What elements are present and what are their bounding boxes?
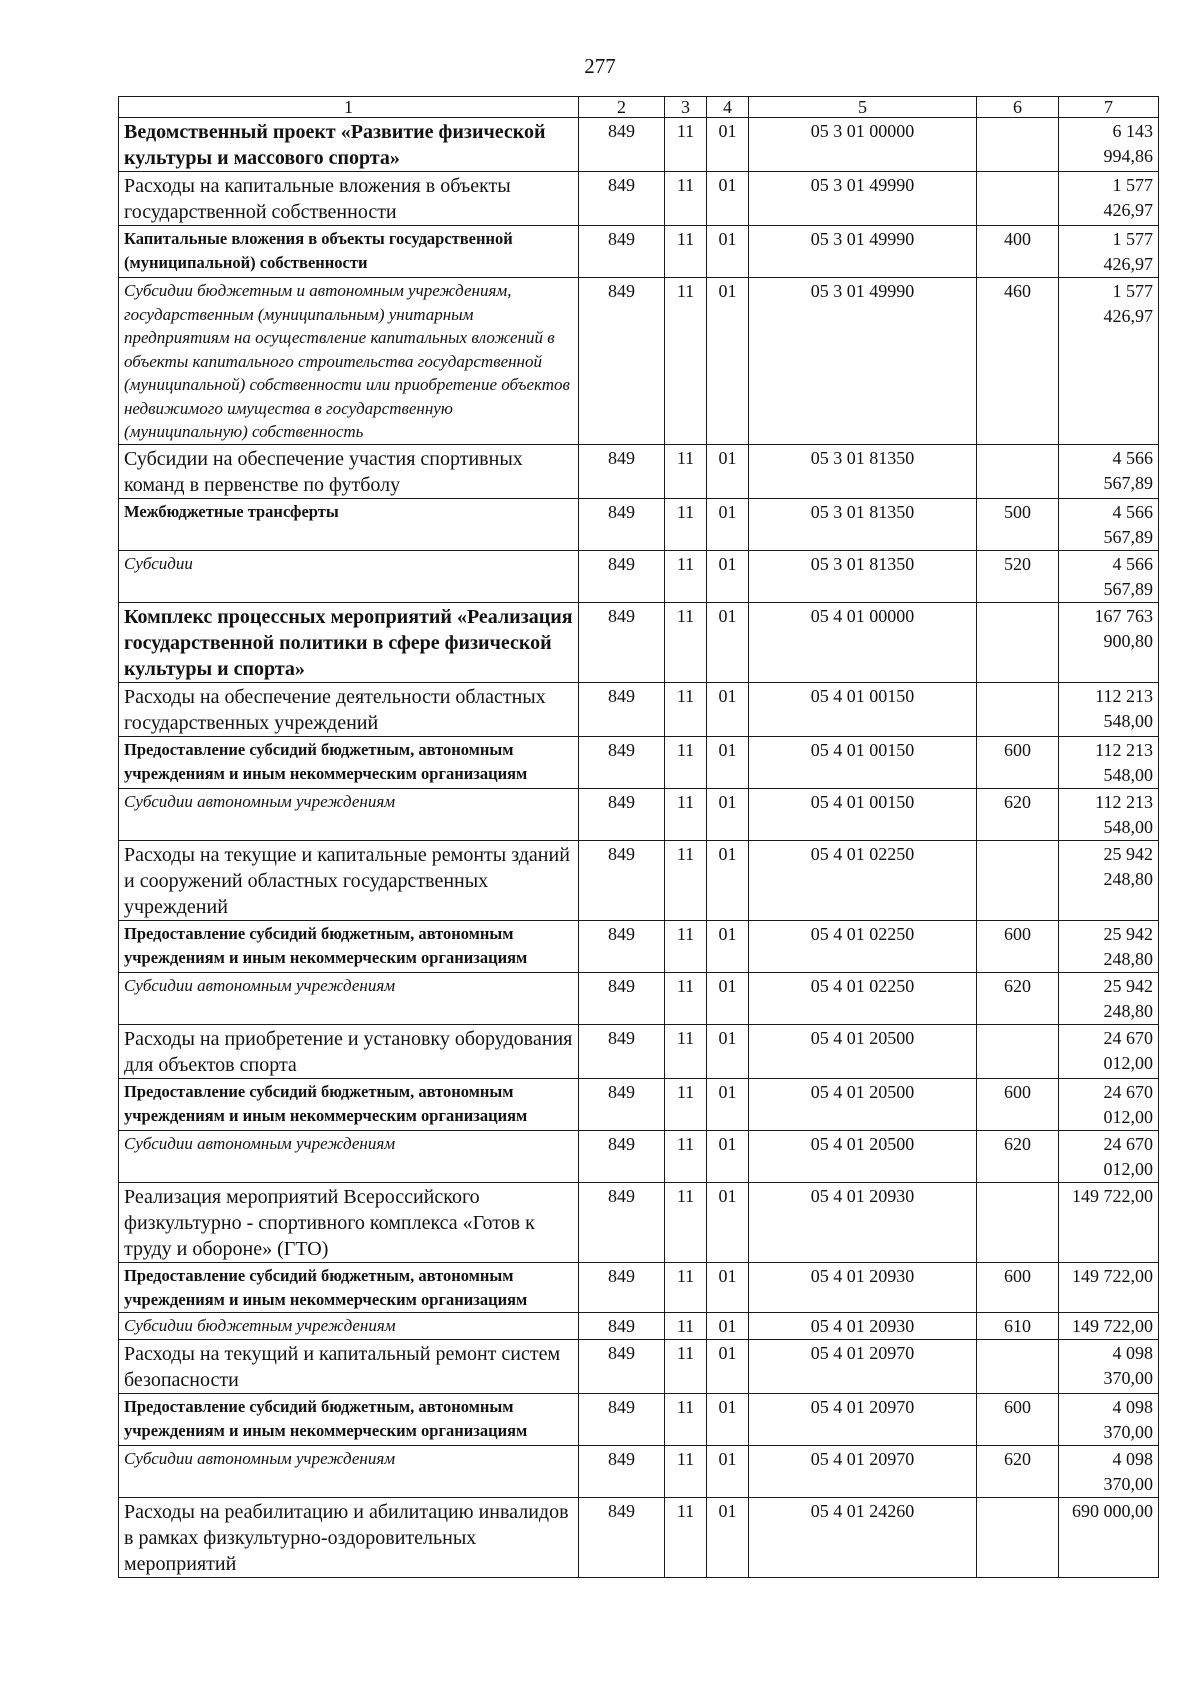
section-code-cell: 11 [665,602,707,682]
expense-type-cell: 620 [977,1445,1059,1497]
expense-type-cell: 600 [977,920,1059,972]
expense-name-cell: Расходы на обеспечение деятельности областных государственных учреждений [119,682,579,736]
subsection-code-cell: 01 [707,1024,749,1078]
ministry-code-cell: 849 [579,498,665,550]
amount-cell: 4 566 567,89 [1059,498,1159,550]
ministry-code-cell: 849 [579,226,665,278]
expense-type-cell: 620 [977,788,1059,840]
table-row [119,1262,1159,1312]
expense-name-cell: Субсидии на обеспечение участия спортивных команд в первенстве по футболу [119,444,579,498]
amount-cell: 1 577 426,97 [1059,278,1159,445]
table-row [119,840,1159,920]
table-row [119,1024,1159,1078]
expense-name-cell: Ведомственный проект «Развитие физической культуры и массового спорта» [119,118,579,172]
ministry-code-cell: 849 [579,1078,665,1130]
expense-name-cell: Расходы на приобретение и установку оборудования для объектов спорта [119,1024,579,1078]
expense-name-cell: Субсидии бюджетным учреждениям [119,1312,579,1339]
table-row [119,1130,1159,1182]
target-article-cell: 05 3 01 81350 [749,444,977,498]
expense-name-cell: Субсидии автономным учреждениям [119,972,579,1024]
section-code-cell: 11 [665,1182,707,1262]
target-article-cell: 05 4 01 20500 [749,1078,977,1130]
expense-name-cell: Предоставление субсидий бюджетным, автономным учреждениям и иным некоммерческим организациям [119,920,579,972]
ministry-code-cell: 849 [579,920,665,972]
expense-type-cell [977,1024,1059,1078]
target-article-cell: 05 3 01 49990 [749,226,977,278]
amount-cell: 149 722,00 [1059,1182,1159,1262]
target-article-cell: 05 4 01 20970 [749,1339,977,1393]
section-code-cell: 11 [665,1339,707,1393]
amount-cell: 24 670 012,00 [1059,1130,1159,1182]
section-code-cell: 11 [665,118,707,172]
target-article-cell: 05 4 01 20930 [749,1312,977,1339]
table-row [119,1497,1159,1577]
expense-type-cell [977,172,1059,226]
header-cell-7: 7 [1059,97,1159,118]
target-article-cell: 05 3 01 49990 [749,278,977,445]
target-article-cell: 05 4 01 20500 [749,1130,977,1182]
table-row [119,1312,1159,1339]
section-code-cell: 11 [665,278,707,445]
subsection-code-cell: 01 [707,602,749,682]
subsection-code-cell: 01 [707,226,749,278]
ministry-code-cell: 849 [579,118,665,172]
expense-name-cell: Предоставление субсидий бюджетным, автономным учреждениям и иным некоммерческим организациям [119,736,579,788]
expense-type-cell: 520 [977,550,1059,602]
amount-cell: 4 098 370,00 [1059,1339,1159,1393]
ministry-code-cell: 849 [579,1182,665,1262]
section-code-cell: 11 [665,1024,707,1078]
expense-name-cell: Предоставление субсидий бюджетным, автономным учреждениям и иным некоммерческим организациям [119,1262,579,1312]
expense-name-cell: Реализация мероприятий Всероссийского физкультурно - спортивного комплекса «Готов к труду и обороне» (ГТО) [119,1182,579,1262]
section-code-cell: 11 [665,972,707,1024]
ministry-code-cell: 849 [579,682,665,736]
budget-table [118,96,1159,1578]
ministry-code-cell: 849 [579,1312,665,1339]
expense-type-cell [977,118,1059,172]
table-row [119,1445,1159,1497]
ministry-code-cell: 849 [579,602,665,682]
subsection-code-cell: 01 [707,498,749,550]
expense-name-cell: Расходы на текущие и капитальные ремонты зданий и сооружений областных государственных учреждений [119,840,579,920]
header-cell-5: 5 [749,97,977,118]
expense-type-cell [977,682,1059,736]
amount-cell: 149 722,00 [1059,1262,1159,1312]
amount-cell: 4 566 567,89 [1059,550,1159,602]
table-row [119,550,1159,602]
table-row [119,278,1159,445]
header-row [119,97,1159,118]
target-article-cell: 05 4 01 20970 [749,1445,977,1497]
expense-name-cell: Расходы на капитальные вложения в объекты государственной собственности [119,172,579,226]
section-code-cell: 11 [665,1312,707,1339]
section-code-cell: 11 [665,172,707,226]
expense-name-cell: Предоставление субсидий бюджетным, автономным учреждениям и иным некоммерческим организациям [119,1393,579,1445]
subsection-code-cell: 01 [707,1393,749,1445]
expense-name-cell: Расходы на текущий и капитальный ремонт систем безопасности [119,1339,579,1393]
section-code-cell: 11 [665,788,707,840]
subsection-code-cell: 01 [707,1497,749,1577]
ministry-code-cell: 849 [579,788,665,840]
subsection-code-cell: 01 [707,172,749,226]
section-code-cell: 11 [665,498,707,550]
expense-type-cell [977,444,1059,498]
amount-cell: 1 577 426,97 [1059,172,1159,226]
amount-cell: 4 098 370,00 [1059,1393,1159,1445]
table-row [119,972,1159,1024]
expense-type-cell [977,840,1059,920]
table-row [119,172,1159,226]
section-code-cell: 11 [665,226,707,278]
ministry-code-cell: 849 [579,1445,665,1497]
subsection-code-cell: 01 [707,1130,749,1182]
expense-name-cell: Субсидии автономным учреждениям [119,788,579,840]
header-cell-2: 2 [579,97,665,118]
ministry-code-cell: 849 [579,278,665,445]
amount-cell: 149 722,00 [1059,1312,1159,1339]
ministry-code-cell: 849 [579,444,665,498]
table-row [119,118,1159,172]
section-code-cell: 11 [665,682,707,736]
table-row [119,682,1159,736]
expense-type-cell: 610 [977,1312,1059,1339]
target-article-cell: 05 3 01 49990 [749,172,977,226]
subsection-code-cell: 01 [707,1262,749,1312]
amount-cell: 112 213 548,00 [1059,788,1159,840]
table-row [119,788,1159,840]
amount-cell: 167 763 900,80 [1059,602,1159,682]
target-article-cell: 05 4 01 00150 [749,682,977,736]
amount-cell: 25 942 248,80 [1059,920,1159,972]
amount-cell: 1 577 426,97 [1059,226,1159,278]
amount-cell: 4 566 567,89 [1059,444,1159,498]
table-row [119,1393,1159,1445]
target-article-cell: 05 4 01 02250 [749,920,977,972]
expense-type-cell [977,602,1059,682]
expense-name-cell: Капитальные вложения в объекты государственной (муниципальной) собственности [119,226,579,278]
ministry-code-cell: 849 [579,1497,665,1577]
amount-cell: 25 942 248,80 [1059,840,1159,920]
subsection-code-cell: 01 [707,278,749,445]
subsection-code-cell: 01 [707,1078,749,1130]
table-row [119,736,1159,788]
ministry-code-cell: 849 [579,972,665,1024]
table-body [119,97,1159,1578]
target-article-cell: 05 3 01 00000 [749,118,977,172]
target-article-cell: 05 4 01 02250 [749,840,977,920]
section-code-cell: 11 [665,1445,707,1497]
table-row [119,1339,1159,1393]
ministry-code-cell: 849 [579,1024,665,1078]
ministry-code-cell: 849 [579,1393,665,1445]
amount-cell: 690 000,00 [1059,1497,1159,1577]
ministry-code-cell: 849 [579,1262,665,1312]
target-article-cell: 05 3 01 81350 [749,550,977,602]
subsection-code-cell: 01 [707,1339,749,1393]
section-code-cell: 11 [665,736,707,788]
ministry-code-cell: 849 [579,840,665,920]
target-article-cell: 05 4 01 20930 [749,1262,977,1312]
section-code-cell: 11 [665,1078,707,1130]
table-row [119,444,1159,498]
section-code-cell: 11 [665,920,707,972]
section-code-cell: 11 [665,1262,707,1312]
section-code-cell: 11 [665,840,707,920]
subsection-code-cell: 01 [707,840,749,920]
section-code-cell: 11 [665,1130,707,1182]
section-code-cell: 11 [665,550,707,602]
header-cell-1: 1 [119,97,579,118]
subsection-code-cell: 01 [707,972,749,1024]
expense-type-cell: 620 [977,972,1059,1024]
ministry-code-cell: 849 [579,550,665,602]
table-row [119,920,1159,972]
page-number: 277 [584,54,616,78]
expense-type-cell: 400 [977,226,1059,278]
section-code-cell: 11 [665,1497,707,1577]
table-row [119,1182,1159,1262]
target-article-cell: 05 4 01 20970 [749,1393,977,1445]
target-article-cell: 05 4 01 24260 [749,1497,977,1577]
subsection-code-cell: 01 [707,1312,749,1339]
subsection-code-cell: 01 [707,788,749,840]
header-cell-6: 6 [977,97,1059,118]
amount-cell: 112 213 548,00 [1059,736,1159,788]
ministry-code-cell: 849 [579,172,665,226]
subsection-code-cell: 01 [707,1182,749,1262]
amount-cell: 112 213 548,00 [1059,682,1159,736]
target-article-cell: 05 4 01 20930 [749,1182,977,1262]
subsection-code-cell: 01 [707,444,749,498]
target-article-cell: 05 4 01 20500 [749,1024,977,1078]
expense-type-cell: 600 [977,1078,1059,1130]
expense-type-cell [977,1339,1059,1393]
target-article-cell: 05 4 01 00150 [749,736,977,788]
subsection-code-cell: 01 [707,550,749,602]
expense-name-cell: Комплекс процессных мероприятий «Реализация государственной политики в сфере физической культуры и спорта» [119,602,579,682]
ministry-code-cell: 849 [579,1130,665,1182]
target-article-cell: 05 4 01 00000 [749,602,977,682]
expense-type-cell [977,1182,1059,1262]
section-code-cell: 11 [665,444,707,498]
table-row [119,498,1159,550]
expense-type-cell: 600 [977,1393,1059,1445]
expense-name-cell: Субсидии автономным учреждениям [119,1130,579,1182]
expense-type-cell: 620 [977,1130,1059,1182]
expense-type-cell: 500 [977,498,1059,550]
expense-type-cell: 460 [977,278,1059,445]
header-cell-4: 4 [707,97,749,118]
table-row [119,1078,1159,1130]
target-article-cell: 05 4 01 02250 [749,972,977,1024]
amount-cell: 4 098 370,00 [1059,1445,1159,1497]
amount-cell: 24 670 012,00 [1059,1078,1159,1130]
amount-cell: 25 942 248,80 [1059,972,1159,1024]
subsection-code-cell: 01 [707,118,749,172]
expense-name-cell: Субсидии бюджетным и автономным учреждениям, государственным (муниципальным) унитарным предприятиям на осуществление капитальных вложений в объекты капитального строительства государственной (муниципальной) собственности или приобретение объектов недвижимого имущества в государственную (муниципальную) собственность [119,278,579,445]
expense-name-cell: Расходы на реабилитацию и абилитацию инвалидов в рамках физкультурно-оздоровительных мероприятий [119,1497,579,1577]
expense-name-cell: Предоставление субсидий бюджетным, автономным учреждениям и иным некоммерческим организациям [119,1078,579,1130]
ministry-code-cell: 849 [579,1339,665,1393]
subsection-code-cell: 01 [707,1445,749,1497]
amount-cell: 24 670 012,00 [1059,1024,1159,1078]
ministry-code-cell: 849 [579,736,665,788]
expense-type-cell: 600 [977,1262,1059,1312]
table-row [119,602,1159,682]
target-article-cell: 05 3 01 81350 [749,498,977,550]
subsection-code-cell: 01 [707,682,749,736]
subsection-code-cell: 01 [707,920,749,972]
section-code-cell: 11 [665,1393,707,1445]
expense-name-cell: Межбюджетные трансферты [119,498,579,550]
expense-name-cell: Субсидии [119,550,579,602]
expense-type-cell [977,1497,1059,1577]
subsection-code-cell: 01 [707,736,749,788]
header-cell-3: 3 [665,97,707,118]
expense-type-cell: 600 [977,736,1059,788]
table-row [119,226,1159,278]
expense-name-cell: Субсидии автономным учреждениям [119,1445,579,1497]
amount-cell: 6 143 994,86 [1059,118,1159,172]
target-article-cell: 05 4 01 00150 [749,788,977,840]
